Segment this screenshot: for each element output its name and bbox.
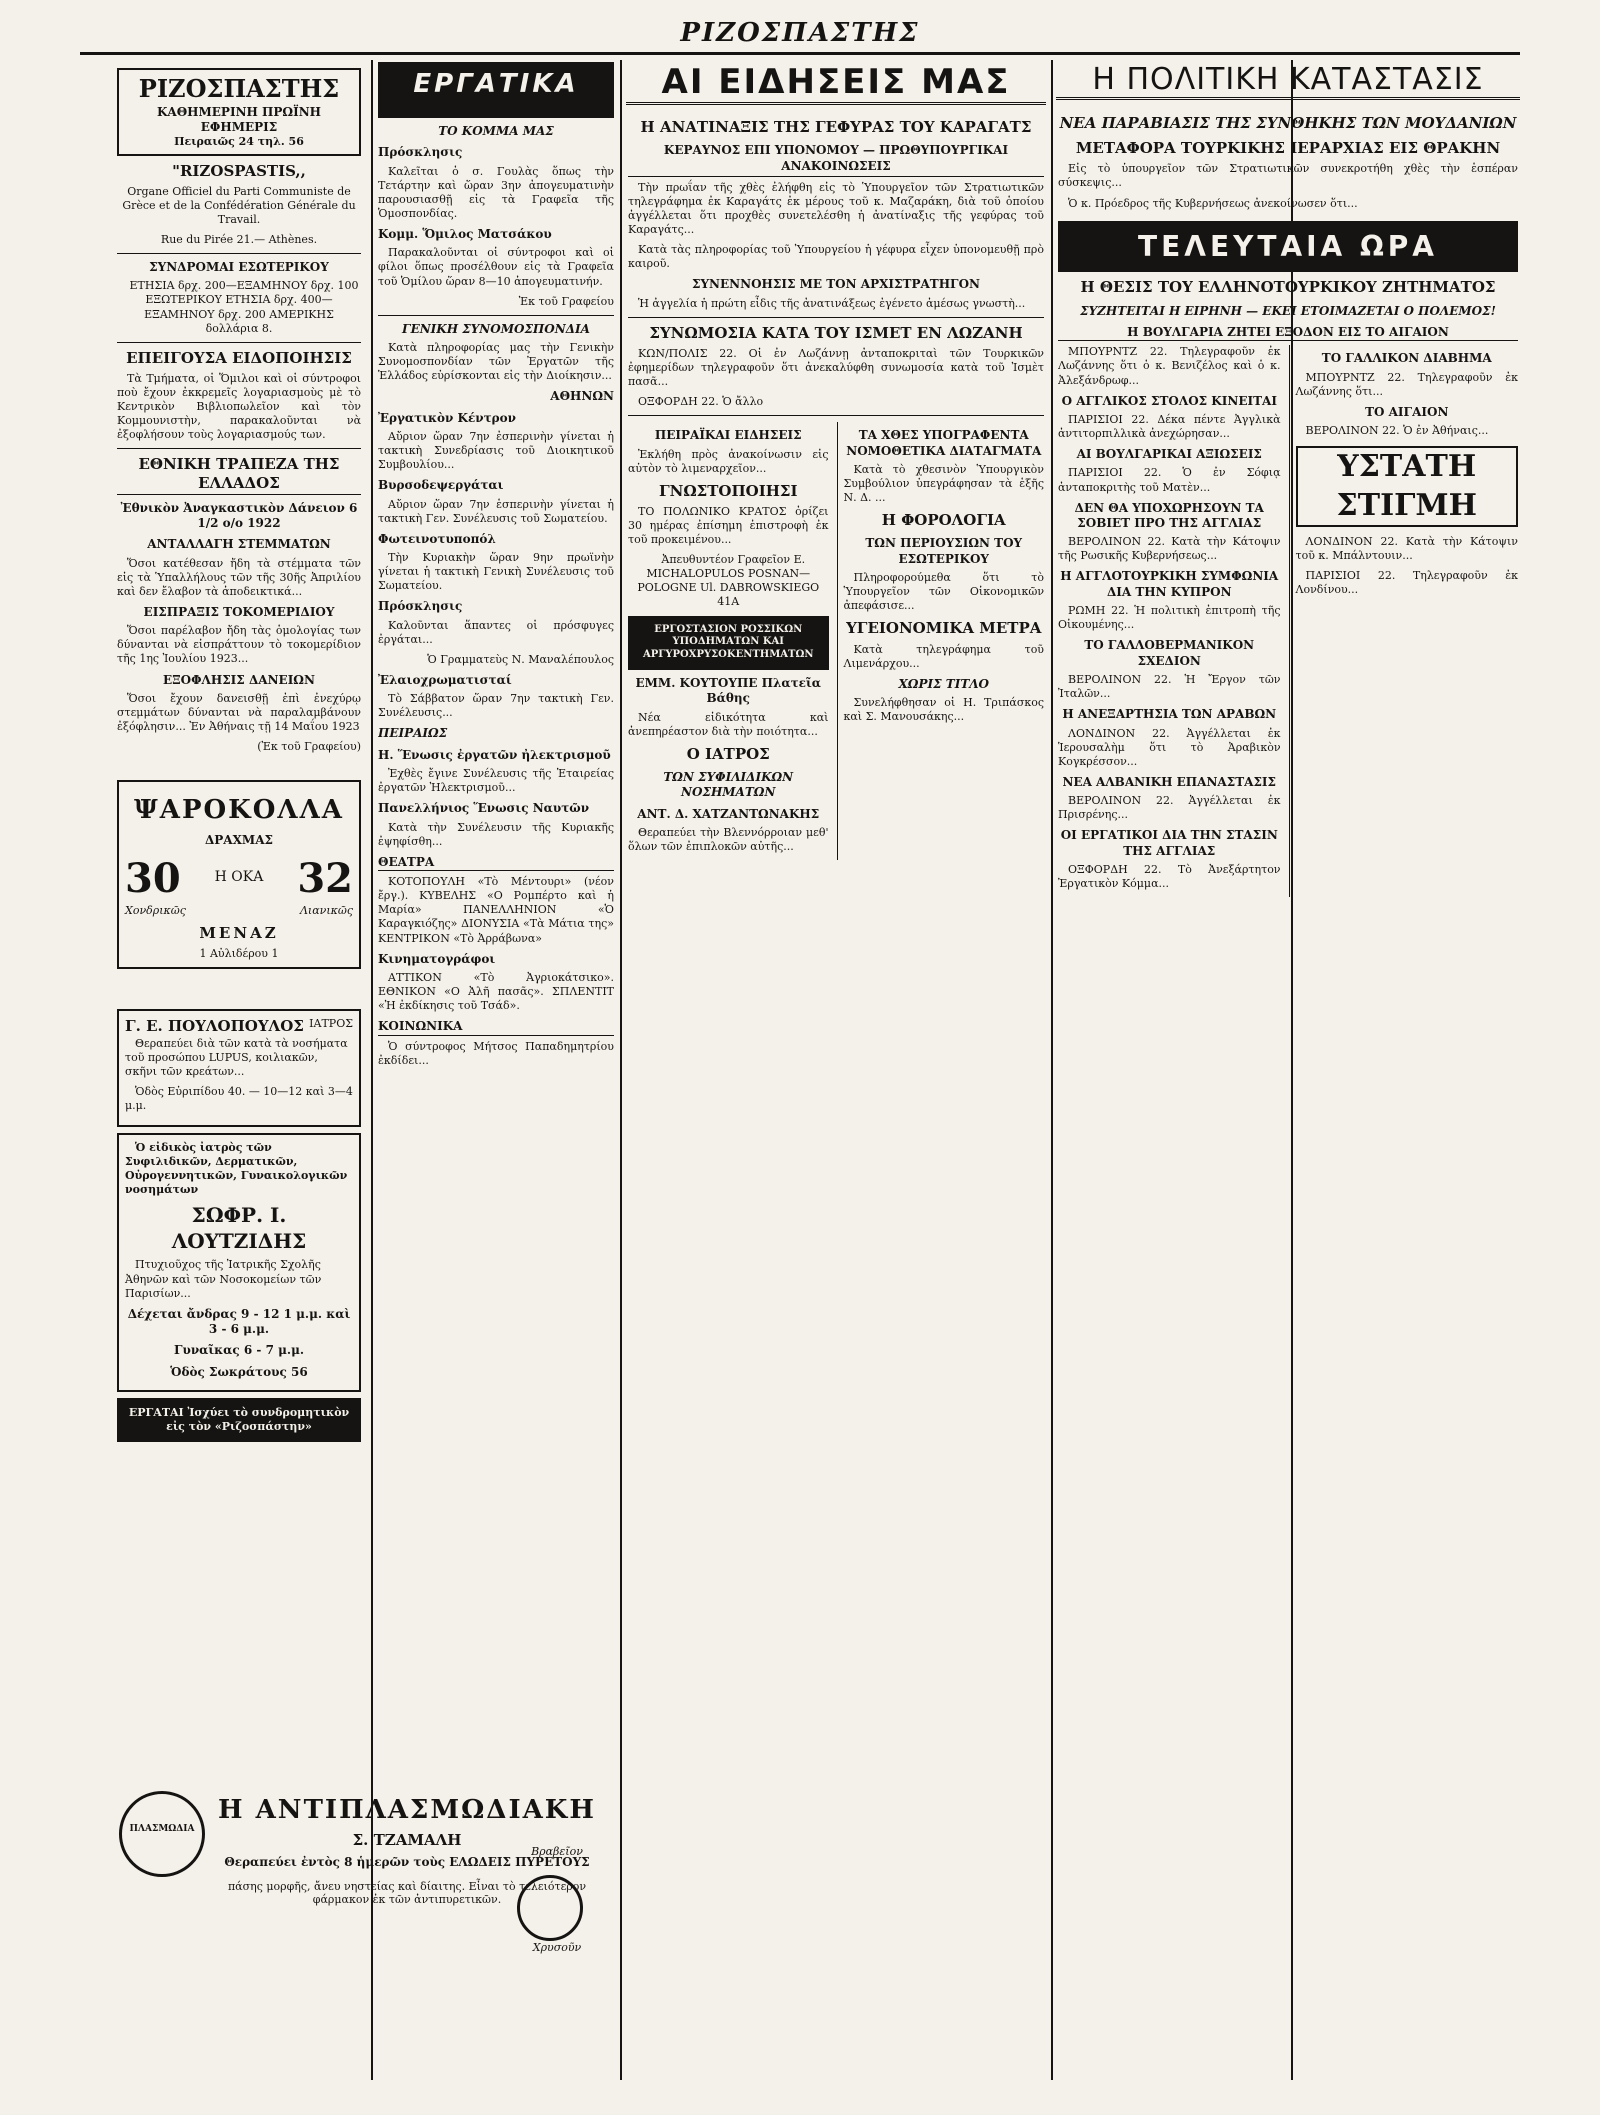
award-label: Βραβεῖον: [531, 1845, 583, 1858]
h1: ΝΕΑ ΠΑΡΑΒΙΑΣΙΣ ΤΗΣ ΣΥΝΘΗΚΗΣ ΤΩΝ ΜΟΥΔΑΝΙΩΝ: [1059, 114, 1517, 132]
running-title: ΡΙΖΟΣΠΑΣΤΗΣ: [680, 18, 920, 48]
athens-label: ΑΘΗΝΩΝ: [550, 389, 614, 404]
latin-subtitle: Organe Officiel du Parti Communiste de Grèce et de la Confédération Générale du Travail.: [122, 184, 356, 226]
loans-title: ΕΞΟΦΛΗΣΙΣ ΔΑΝΕΙΩΝ: [163, 672, 315, 687]
notice-headline: ΓΝΩΣΤΟΠΟΙΗΣΙ: [658, 481, 798, 500]
doctor2-text: Θεραπεύει τὴν Βλεννόρροιαν μεθ' ὅλων τῶν ἐπιπλοκῶν αὐτῆς...: [628, 826, 829, 854]
s7-signature: Ὁ Γραμματεὺς Ν. Μαναλέπουλος: [427, 652, 614, 666]
bank-notice-text: Ὅσοι κατέθεσαν ἤδη τὰ στέμματα τῶν εἰς τὰ Ὑπαλλήλους τῶν τῆς 30ῆς Ἀπριλίου καὶ δεν ἔλαβον τὰ ἀποδεικτικά...: [117, 556, 361, 598]
cinema-text: ΑΤΤΙΚΟΝ «Τὸ Ἀγριοκάτσικο». ΕΘΝΙΚΟΝ «Ο Ἀλῆ πασᾶς». ΣΠΛΕΝΤΙΤ «Ἡ ἐκδίκησις τοῦ Τσάδ».: [378, 970, 614, 1013]
shoe-factory-owner: ΕΜΜ. ΚΟΥΤΟΥΠΕ Πλατεῖα Βάθης: [635, 675, 821, 706]
paper-address: Rue du Pirée 21.— Athènes.: [160, 232, 318, 246]
s10-title: Πανελλήνιος Ἕνωσις Ναυτῶν: [378, 801, 590, 816]
antiplasmodial-text: πάσης μορφῆς, ἄνευ νηστείας καὶ δίαιτης. Εἶναι τὸ τελειότερον φάρμακον ἐκ τῶν ἀντιπυρετικῶν.: [227, 1880, 587, 1906]
top-rule: [80, 52, 1520, 55]
h2b: ΣΥΖΗΤΕΙΤΑΙ Η ΕΙΡΗΝΗ — ΕΚΕΙ ΕΤΟΙΜΑΖΕΤΑΙ Ο ΠΟΛΕΜΟΣ!: [1080, 303, 1496, 318]
column-2: [378, 62, 614, 2080]
t3b: ΤΟ ΓΑΛΛΙΚΟΝ ΔΙΑΒΗΜΑ: [1321, 351, 1492, 366]
labour-banner-label: ΕΡΓΑΤΙΚΑ: [413, 69, 579, 99]
piraeus-news-headline: ΠΕΙΡΑΪΚΑΙ ΕΙΔΗΣΕΙΣ: [654, 428, 802, 443]
urgent-notice-text: Τὰ Τμήματα, οἱ Ὅμιλοι καὶ οἱ σύντροφοι ποὺ ἔχουν ἐκκρεμεῖς λογαριασμοὺς μὲ τὸ Κεντρικὸν Βιβλιοπωλεῖον καὶ τὸν Κομμουνιστὴν, παρακαλοῦνται νὰ ἐξοφλήσουν τοὺς λογαριασμούς των.: [117, 371, 361, 442]
lead-text-3: Ἡ ἀγγελία ἡ πρώτη εἶδις τῆς ἀνατινάξεως ἐγένετο ἀμέσως γνωστὴ...: [638, 296, 1026, 310]
loans-text: Ὅσοι ἔχουν δανεισθῇ ἐπὶ ἐνεχύρῳ στεμμάτων δύνανται νὰ παραλαμβάνουν ἐξόφλησιν... Ἐν Ἀθήναις τῇ 14 Μαΐου 1923: [117, 691, 361, 734]
interest-title: ΕΙΣΠΡΑΞΙΣ ΤΟΚΟΜΕΡΙΔΙΟΥ: [143, 604, 335, 619]
specialist-intro: Ὁ εἰδικὸς ἰατρὸς τῶν Συφιλιδικῶν, Δερματικῶν, Οὐρογεννητικῶν, Γυναικολογικῶν νοσημάτων: [125, 1140, 348, 1197]
glue-seller: ΜΕΝΑΖ: [199, 924, 279, 943]
t4: ΠΑΡΙΣΙΟΙ 22. Δέκα πέντε Ἀγγλικὰ ἀντιτορπιλλικὰ ἀνεχώρησαν...: [1058, 412, 1281, 441]
stamp-icon: [119, 1791, 205, 1877]
s4-text: Αὔριον ὥραν 7ην ἐσπερινὴν γίνεται ἡ τακτικὴ Συνεδρίασις τοῦ Διοικητικοῦ Συμβουλίου...: [378, 430, 614, 472]
h5: ΑΙ ΒΟΥΛΓΑΡΙΚΑΙ ΑΞΙΩΣΕΙΣ: [1076, 447, 1262, 462]
specialist-name: ΣΩΦΡ. Ι. ΛΟΥΤΖΙΔΗΣ: [171, 1203, 307, 1253]
latin-paper-name: "RIZOSPASTIS,,: [172, 161, 306, 180]
doctor-advert: [117, 1009, 361, 1127]
s9-text: Ἐχθὲς ἔγινε Συνέλευσις τῆς Ἑταιρείας ἐργατῶν Ἠλεκτρισμοῦ...: [378, 767, 614, 795]
lead-text: Τὴν πρωΐαν τῆς χθὲς ἐλήφθη εἰς τὸ Ὑπουργεῖον τῶν Στρατιωτικῶν τηλεγράφημα ἐκ Καραγάτς ἐκ μέρους τοῦ κ. Μαζαράκη, διὰ τοῦ ὁποίου ἀγγέλλεται ὅτι προχθὲς συνετελέσθη ἡ ἀνατίναξις τῆς γεφύρας τοῦ Καραγάτς...: [628, 180, 1044, 237]
shoe-factory-text: Νέα εἰδικότητα καὶ ἀνεπηρέαστον διὰ τὴν ποιότητα...: [628, 710, 829, 738]
news-page-title: ΑΙ ΕΙΔΗΣΕΙΣ ΜΑΣ: [626, 62, 1046, 105]
antiplasmodial-name: Η ΑΝΤΙΠΛΑΣΜΩΔΙΑΚΗ: [218, 1795, 596, 1825]
antiplasmodial-maker: Σ. ΤΖΑΜΑΛΗ: [352, 1831, 462, 1849]
health-headline: ΥΓΕΙΟΝΟΜΙΚΑ ΜΕΤΡΑ: [846, 619, 1042, 638]
interest-text: Ὅσοι παρέλαβον ἤδη τὰς ὁμολογίας των δύνανται νὰ εἰσπράττουν τὸ τοκομερίδιον τῆς 1ης Ἰουλίου 1923...: [117, 624, 361, 666]
subscription-note: ΕΡΓΑΤΑΙ Ἰσχύει τὸ συνδρομητικὸν εἰς τὸν «Ριζοσπάστην»: [117, 1398, 361, 1442]
party-section-title: ΤΟ ΚΟΜΜΑ ΜΑΣ: [438, 124, 554, 138]
doctor-name: Γ. Ε. ΠΟΥΛΟΠΟΥΛΟΣ: [125, 1017, 304, 1036]
doctor2-title: Ο ΙΑΤΡΟΣ: [686, 744, 770, 763]
shoe-factory-name: ΕΡΓΟΣΤΑΣΙΟΝ ΡΟΣΣΙΚΩΝ ΥΠΟΔΗΜΑΤΩΝ ΚΑΙ ΑΡΓΥΡΟΧΡΥΣΟΚΕΝΤΗΜΑΤΩΝ: [628, 616, 829, 670]
stamp-text: ΠΛΑΣΜΩΔΙΑ: [129, 1824, 195, 1834]
bank-notice-subtitle: Ἐθνικὸν Ἀναγκαστικὸν Δάνειον 6 1/2 ο/ο 1922: [120, 500, 358, 530]
s2-text: Παρακαλοῦνται οἱ σύντροφοι καὶ οἱ φίλοι ὅπως προσέλθουν εἰς τὰ Γραφεῖα τοῦ Ὁμίλου ὥραν 8—10 ἀπογευματινήν.: [378, 246, 614, 288]
untitled-headline: ΧΩΡΙΣ ΤΙΤΛΟ: [898, 676, 990, 691]
column-rule: [620, 60, 622, 2080]
specialist-advert: [117, 1133, 361, 1392]
specialist-address: Ὁδὸς Σωκράτους 56: [170, 1364, 308, 1379]
subscriptions-title: ΣΥΝΔΡΟΜΑΙ ΕΣΩΤΕΡΙΚΟΥ: [149, 260, 329, 275]
t6: ΒΕΡΟΛΙΝΟΝ 22. Κατὰ τὴν Κάτοψιν τῆς Ρωσικῆς Κυβερνήσεως...: [1058, 535, 1281, 563]
s9-title: Η. Ἕνωσις ἐργατῶν ἠλεκτρισμοῦ: [378, 747, 611, 762]
lead-headline: Η ΑΝΑΤΙΝΑΞΙΣ ΤΗΣ ΓΕΦΥΡΑΣ ΤΟΥ ΚΑΡΑΓΑΤΣ: [640, 118, 1032, 136]
h4: Ο ΑΓΓΛΙΚΟΣ ΣΤΟΛΟΣ ΚΙΝΕΙΤΑΙ: [1061, 393, 1277, 408]
specialist-body: Πτυχιοῦχος τῆς Ἰατρικῆς Σχολῆς Ἀθηνῶν καὶ τῶν Νοσοκομείων τῶν Παρισίων...: [125, 1258, 322, 1300]
untitled-text: Συνελήφθησαν οἱ Η. Τριπάσκος καὶ Σ. Μανουσάκης...: [843, 696, 1044, 724]
social-label: ΚΟΙΝΩΝΙΚΑ: [378, 1019, 614, 1035]
specialist-hours: Δέχεται ἄνδρας 9 - 12 1 μ.μ. καὶ 3 - 6 μ.μ.: [127, 1306, 351, 1337]
nameplate: [117, 68, 361, 156]
t3c: ΜΠΟΥΡΝΤΖ 22. Τηλεγραφοῦν ἐκ Λωζάννης ὅτι...: [1295, 370, 1518, 398]
social-text: Ὁ σύντροφος Μήτσος Παπαδημητρίου ἐκδίδει...: [378, 1039, 614, 1067]
s7-title: Πρόσκλησις: [378, 599, 463, 614]
glue-retail: Λιανικῶς: [299, 904, 353, 918]
cinema-title: Κινηματογράφοι: [378, 951, 496, 966]
piraeus-label: ΠΕΙΡΑΙΩΣ: [378, 726, 448, 741]
s2-title: Κομμ. Ὅμιλος Ματσάκου: [378, 227, 552, 242]
glue-per-unit: Η ΟΚΑ: [214, 869, 264, 886]
taxation-text: Πληροφορούμεθα ὅτι τὸ Ὑπουργεῖον τῶν Οἰκονομικῶν ἀπεφάσισε...: [843, 571, 1044, 613]
h3: Η ΒΟΥΛΓΑΡΙΑ ΖΗΤΕΙ ΕΞΟΔΟΝ ΕΙΣ ΤΟ ΑΙΓΑΙΟΝ: [1058, 325, 1518, 341]
notice-text: ΤΟ ΠΟΛΩΝΙΚΟ ΚΡΑΤΟΣ ὁρίζει 30 ημέρας ἐπίσημη ἐπιστροφὴ ἐκ τοῦ προκειμένου...: [628, 505, 829, 547]
h8: Η ΑΓΓΛΟΤΟΥΡΚΙΚΗ ΣΥΜΦΩΝΙΑ ΔΙΑ ΤΗΝ ΚΥΠΡΟΝ: [1060, 569, 1279, 599]
paper-name: ΡΙΖΟΣΠΑΣΤΗΣ: [138, 74, 340, 103]
antiplasmodial-claim: Θεραπεύει ἐντὸς 8 ἡμερῶν τοὺς ΕΛΩΔΕΙΣ ΠΥΡΕΤΟΥΣ: [224, 1855, 590, 1869]
s3-text: Κατὰ πληροφορίας μας τὴν Γενικὴν Συνομοσπονδίαν τῶν Ἐργατῶν τῆς Ἑλλάδος εὑρίσκονται εἰς τὴν Διοίκησιν...: [378, 341, 614, 383]
doctor2-name: ΑΝΤ. Δ. ΧΑΤΖΑΝΤΩΝΑΚΗΣ: [637, 806, 820, 821]
medal-icon: [517, 1875, 583, 1941]
s2-signature: Ἐκ τοῦ Γραφείου: [518, 294, 614, 308]
t3a: ΜΠΟΥΡΝΤΖ 22. Τηλεγραφοῦν ἐκ Λωζάννης ὅτι ὁ κ. Βενιζέλος καὶ ὁ κ. Ἀλεξάνδρωφ...: [1058, 345, 1281, 387]
h10: Η ΑΝΕΞΑΡΤΗΣΙΑ ΤΩΝ ΑΡΑΒΩΝ: [1062, 707, 1277, 722]
oxford-text: ΟΞΦΟΡΔΗ 22. Ὁ ἄλλο: [638, 395, 764, 409]
award-label-2: Χρυσοῦν: [532, 1941, 582, 1954]
lead-subhead: ΚΕΡΑΥΝΟΣ ΕΠΙ ΥΠΟΝΟΜΟΥ — ΠΡΩΘΥΠΟΥΡΓΙΚΑΙ ΑΝΑΚΟΙΝΩΣΕΙΣ: [628, 143, 1044, 177]
s1-title: Πρόσκλησις: [378, 145, 463, 160]
t7: ΛΟΝΔΙΝΟΝ 22. Κατὰ τὴν Κάτοψιν τοῦ κ. Μπάλντουιν...: [1295, 535, 1518, 563]
glue-advert: [117, 780, 361, 969]
s1-text: Καλεῖται ὁ σ. Γουλὰς ὅπως τὴν Τετάρτην καὶ ὥραν 3ην ἀπογευματινὴν παρουσιασθῇ εἰς τὰ Γραφεῖα τῆς Ὁμοσπονδίας.: [378, 164, 614, 220]
antiplasmodial-advert: [117, 1785, 614, 2080]
glue-name: ΨΑΡΟΚΟΛΛΑ: [134, 795, 344, 826]
h9: ΤΟ ΓΑΛΛΟΒΕΡΜΑΝΙΚΟΝ ΣΧΕΔΙΟΝ: [1084, 638, 1255, 668]
glue-wholesale: Χονδρικῶς: [125, 904, 186, 918]
t4b: ΒΕΡΟΛΙΝΟΝ 22. Ὁ ἐν Ἀθήναις...: [1305, 424, 1489, 438]
glue-price-2: 32: [297, 854, 353, 902]
doctor-title: ΙΑΤΡΟΣ: [309, 1017, 353, 1031]
column-rule: [371, 60, 373, 2080]
doctor2-speciality: ΤΩΝ ΣΥΦΙΛΙΔΙΚΩΝ ΝΟΣΗΜΑΤΩΝ: [663, 770, 794, 800]
h4b: ΤΟ ΑΙΓΑΙΟΝ: [1365, 404, 1449, 419]
h1b: ΜΕΤΑΦΟΡΑ ΤΟΥΡΚΙΚΗΣ ΙΕΡΑΡΧΙΑΣ ΕΙΣ ΘΡΑΚΗΝ: [1075, 139, 1501, 158]
lead-text-2: Κατὰ τὰς πληροφορίας τοῦ Ὑπουργείου ἡ γέφυρα εἶχεν ὑπονομευθῇ πρὸ καιροῦ.: [628, 243, 1044, 271]
health-text: Κατὰ τηλεγράφημα τοῦ Λιμενάρχου...: [843, 642, 1044, 670]
specialist-hours-2: Γυναῖκας 6 - 7 μ.μ.: [173, 1343, 305, 1358]
s5-text: Αὔριον ὥραν 7ην ἑσπερινὴν γίνεται ἡ τακτικὴ Γεν. Συνέλευσις τοῦ Σωματείου.: [378, 497, 614, 525]
column-3: [628, 112, 1044, 2080]
column-4: [1058, 108, 1518, 2080]
subscriptions-text: ΕΤΗΣΙΑ δρχ. 200—ΕΞΑΜΗΝΟΥ δρχ. 100 ΕΞΩΤΕΡΙΚΟΥ ΕΤΗΣΙΑ δρχ. 400—ΕΞΑΜΗΝΟΥ δρχ. 200 ΑΜΕΡΙΚΗΣ δολλάρια 8.: [129, 279, 359, 335]
t8: ΡΩΜΗ 22. Ἡ πολιτικὴ ἐπιτροπὴ τῆς Οἰκουμένης...: [1058, 604, 1281, 632]
s6-title: Φωτεινοτυποπόλ: [378, 531, 496, 546]
labour-banner: [378, 62, 614, 118]
paper-subtitle: ΚΑΘΗΜΕΡΙΝΗ ΠΡΩΪΝΗ ΕΦΗΜΕΡΙΣ: [156, 104, 322, 135]
decrees-headline: ΤΑ ΧΘΕΣ ΥΠΟΓΡΑΦΕΝΤΑ ΝΟΜΟΘΕΤΙΚΑ ΔΙΑΤΑΓΜΑΤΑ: [846, 428, 1042, 458]
s10-text: Κατὰ τὴν Συνέλευσιν τῆς Κυριακῆς ἐψηφίσθη...: [378, 820, 614, 848]
t1b: Ὁ κ. Πρόεδρος τῆς Κυβερνήσεως ἀνεκοίνωσεν ὅτι...: [1068, 196, 1358, 210]
bank-notice-title: ΕΘΝΙΚΗ ΤΡΑΠΕΖΑ ΤΗΣ ΕΛΛΑΔΟΣ: [117, 455, 361, 494]
conspiracy-headline: ΣΥΝΩΜΟΣΙΑ ΚΑΤΑ ΤΟΥ ΙΣΜΕΤ ΕΝ ΛΩΖΑΝΗ: [649, 323, 1023, 342]
urgent-notice-title: ΕΠΕΙΓΟΥΣΑ ΕΙΔΟΠΟΙΗΣΙΣ: [126, 348, 352, 367]
doctor-address: Ὁδὸς Εὐριπίδου 40. — 10—12 καὶ 3—4 μ.μ.: [125, 1084, 353, 1112]
bank-notice-subtitle-2: ΑΝΤΑΛΛΑΓΗ ΣΤΕΜΜΑΤΩΝ: [147, 537, 331, 552]
column-rule: [1051, 60, 1053, 2080]
piraeus-news-text: Ἐκλήθη πρὸς ἀνακοίνωσιν εἰς αὐτὸν τὸ λιμεναρχεῖον...: [628, 447, 829, 475]
loans-signature: (Ἐκ τοῦ Γραφείου): [257, 740, 361, 754]
h6: ΔΕΝ ΘΑ ΥΠΟΧΩΡΗΣΟΥΝ ΤΑ ΣΟΒΙΕΤ ΠΡΟ ΤΗΣ ΑΓΓΛΙΑΣ: [1074, 500, 1264, 530]
h11: ΝΕΑ ΑΛΒΑΝΙΚΗ ΕΠΑΝΑΣΤΑΣΙΣ: [1062, 774, 1277, 789]
paper-date-line: Πειραιῶς 24 τηλ. 56: [174, 135, 304, 149]
conspiracy-text: ΚΩΝ/ΠΟΛΙΣ 22. Οἱ ἐν Λωζάννῃ ἀνταποκριταὶ τῶν Τουρκικῶν ἐφημερίδων τηλεγραφοῦν ὅτι ἀνεκαλύφθη συνωμοσία κατὰ τοῦ Ἰσμὲτ πασᾶ...: [628, 347, 1044, 389]
s7-text: Καλοῦνται ἅπαντες οἱ πρόσφυγες ἐργάται...: [378, 618, 614, 646]
glue-address: 1 Αὐλιδέρου 1: [199, 947, 279, 961]
s4-title: Ἐργατικὸν Κέντρον: [378, 410, 516, 425]
column-1: [117, 62, 361, 2080]
lead-subhead-2: ΣΥΝΕΝΝΟΗΣΙΣ ΜΕ ΤΟΝ ΑΡΧΙΣΤΡΑΤΗΓΟΝ: [691, 277, 980, 292]
doctor-text: Θεραπεύει διὰ τῶν κατὰ τὰ νοσήματα τοῦ προσώπου LUPUS, κοιλιακῶν, σκῆνι τῶν κρεάτων...: [125, 1036, 348, 1078]
taxation-headline: Η ΦΟΡΟΛΟΓΙΑ: [881, 511, 1006, 530]
theatre-text: ΚΟΤΟΠΟΥΛΗ «Τὸ Μέντουρι» (νέον ἔργ.). ΚΥΒΕΛΗΣ «Ο Ρομπέρτο καὶ ἡ Μαρία» ΠΑΝΕΛΛΗΝΙΟΝ «Ὁ Καραγκιόζης» ΔΙΟΝΥΣΙΑ «Τὰ Μάτια της» ΚΕΝΤΡΙΚΟΝ «Τὸ Ἀρράβωνα»: [378, 875, 614, 945]
t10: ΛΟΝΔΙΝΟΝ 22. Ἀγγέλλεται ἐκ Ἱερουσαλὴμ ὅτι τὸ Ἀραβικὸν Κογκρέσσον...: [1058, 726, 1281, 768]
s8-text: Τὸ Σάββατον ὥραν 7ην τακτικὴ Γεν. Συνέλευσις...: [378, 692, 614, 720]
s6-text: Τὴν Κυριακὴν ὥραν 9ην πρωϊνὴν γίνεται ἡ τακτικὴ Γενικὴ Συνέλευσις τοῦ Σωματείου.: [378, 551, 614, 593]
h12: ΟΙ ΕΡΓΑΤΙΚΟΙ ΔΙΑ ΤΗΝ ΣΤΑΣΙΝ ΤΗΣ ΑΓΓΛΙΑΣ: [1060, 828, 1278, 858]
taxation-subhead: ΤΩΝ ΠΕΡΙΟΥΣΙΩΝ ΤΟΥ ΕΣΩΤΕΡΙΚΟΥ: [865, 536, 1023, 566]
t13: ΠΑΡΙΣΙΟΙ 22. Τηλεγραφοῦν ἐκ Λονδίνου...: [1295, 569, 1518, 597]
s5-title: Βυρσοδεψεργάται: [378, 478, 504, 493]
t12: ΟΞΦΟΡΔΗ 22. Τὸ Ἀνεξάρτητον Ἐργατικὸν Κόμμα...: [1058, 863, 1281, 891]
notice-contact: Ἀπευθυντέον Γραφεῖον Ε. MICHALOPULOS POSNAN—POLOGNE Ul. DABROWSKIEGO 41A: [637, 553, 820, 609]
t5: ΠΑΡΙΣΙΟΙ 22. Ὁ ἐν Σόφιᾳ ἀνταποκριτὴς τοῦ Ματὲν...: [1058, 466, 1281, 494]
s3-title: ΓΕΝΙΚΗ ΣΥΝΟΜΟΣΠΟΝΔΙΑ: [402, 321, 590, 336]
t11: ΒΕΡΟΛΙΝΟΝ 22. Ἀγγέλλεται ἐκ Πρισρένης...: [1058, 794, 1281, 822]
t9: ΒΕΡΟΛΙΝΟΝ 22. Ἡ Ἔργον τῶν Ἰταλῶν...: [1058, 673, 1281, 701]
last-minute-banner: ΥΣΤΑΤΗ ΣΤΙΓΜΗ: [1296, 446, 1519, 527]
h2: Η ΘΕΣΙΣ ΤΟΥ ΕΛΛΗΝΟΤΟΥΡΚΙΚΟΥ ΖΗΤΗΜΑΤΟΣ: [1080, 278, 1496, 297]
glue-unit: ΔΡΑΧΜΑΣ: [204, 833, 274, 848]
t1: Εἰς τὸ ὑπουργεῖον τῶν Στρατιωτικῶν συνεκροτήθη χθὲς τὴν ἑσπέραν σύσκεψις...: [1058, 162, 1518, 190]
latest-news-label: ΤΕΛΕΥΤΑΙΑ ΩΡΑ: [1138, 229, 1438, 263]
politics-page-title: Η ΠΟΛΙΤΙΚΗ ΚΑΤΑΣΤΑΣΙΣ: [1056, 62, 1520, 100]
s8-title: Ἐλαιοχρωματισταί: [378, 672, 512, 687]
decrees-text: Κατὰ τὸ χθεσινὸν Ὑπουργικὸν Συμβούλιον ὑπεγράφησαν τὰ ἑξῆς Ν. Δ. ...: [843, 463, 1044, 505]
latest-news-banner: [1058, 221, 1518, 273]
theatre-label: ΘΕΑΤΡΑ: [378, 855, 614, 871]
glue-price-1: 30: [125, 854, 181, 902]
